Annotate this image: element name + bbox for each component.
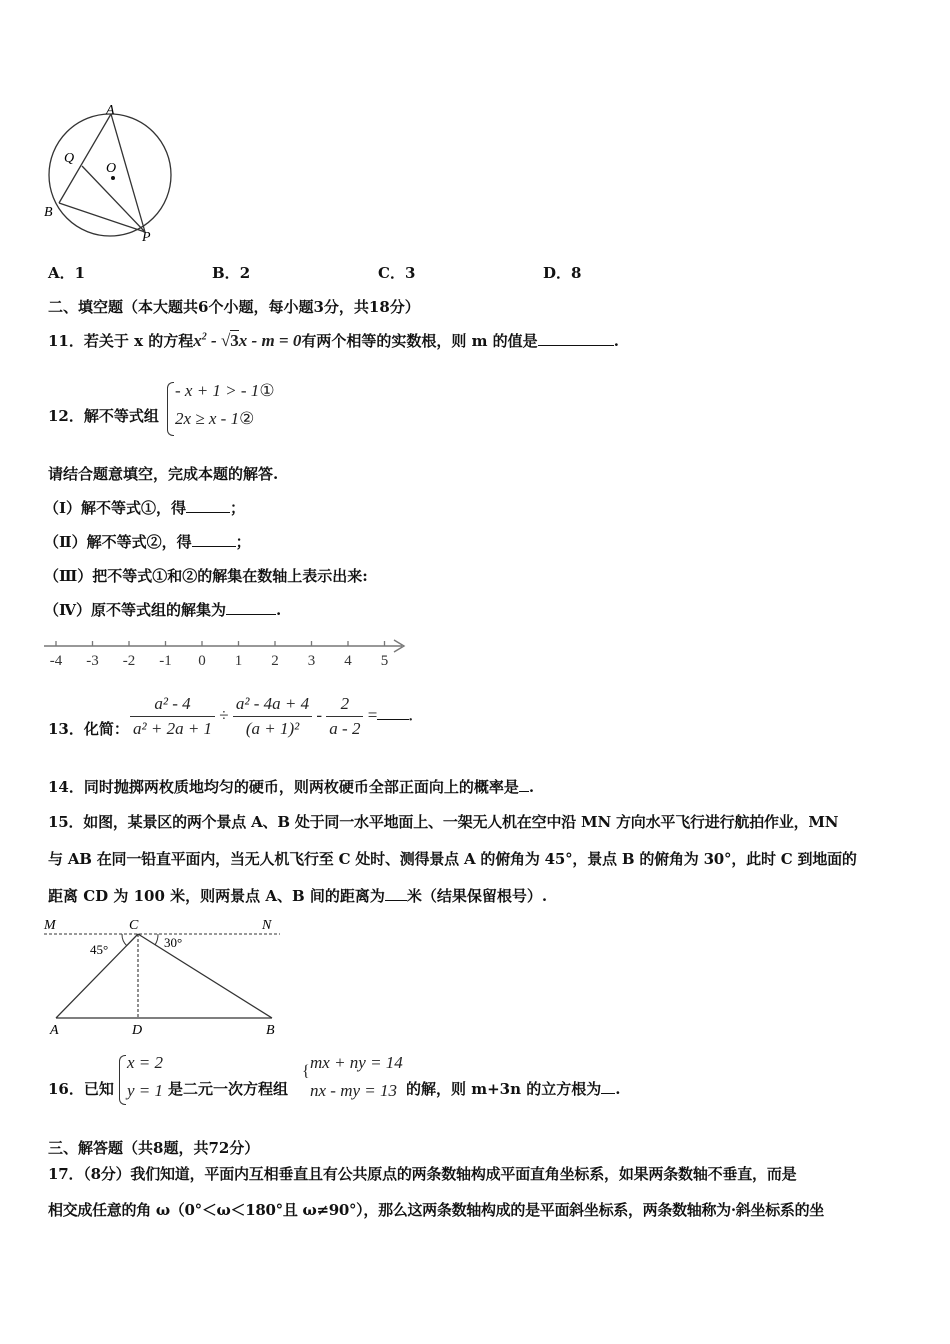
- equals-sign: =: [367, 705, 378, 725]
- divide-sign: ÷: [219, 705, 229, 725]
- fraction-3-numerator: 2: [340, 694, 350, 713]
- step4-text: （Ⅳ）原不等式组的解集为: [44, 601, 227, 619]
- drone-figure: [42, 914, 288, 1038]
- q15-line3-a: 距离 CD 为 100 米，则两景点 A、B 间的距离为: [48, 887, 385, 905]
- label-b: B: [266, 1023, 275, 1038]
- fraction-2-numerator: a² - 4a + 4: [235, 694, 310, 713]
- q14: [48, 776, 534, 797]
- step2-text: （Ⅱ）解不等式②，得: [44, 533, 192, 551]
- option-value: 2: [239, 264, 251, 282]
- q12-prefix: 12．解不等式组: [48, 407, 159, 425]
- step4-period: .: [276, 601, 282, 619]
- q16-suffix: [406, 1078, 620, 1099]
- ineq2-text: 2x ≥ x - 1: [175, 409, 240, 428]
- label-c: C: [129, 918, 139, 933]
- q14-answer-blank[interactable]: [519, 777, 529, 792]
- option-letter: D．: [543, 264, 572, 282]
- q12-instruction: 请结合题意填空，完成本题的解答.: [48, 465, 279, 483]
- label-a: A: [50, 1023, 59, 1038]
- ineq1-mark: ①: [259, 381, 275, 400]
- q11-answer-blank[interactable]: [538, 331, 614, 346]
- q12-ineq1: [175, 381, 275, 401]
- tick-label: -3: [86, 653, 99, 669]
- option-letter: B．: [212, 264, 240, 282]
- q12-step1: [44, 497, 245, 518]
- tick-label: 5: [380, 653, 389, 669]
- fraction-3-denominator: a - 2: [326, 716, 363, 741]
- label-p: P: [142, 230, 151, 245]
- q13-answer-blank[interactable]: [377, 707, 409, 720]
- q13-prefix: 13．化简：: [48, 720, 129, 738]
- q16-end: .: [615, 1080, 621, 1098]
- option-c: [378, 262, 415, 283]
- q16-sol1: x = 2: [127, 1053, 164, 1072]
- option-letter: A．: [48, 264, 75, 282]
- q17-line2: 相交成任意的角 ω（0°＜ω＜180°且 ω≠90°），那么这两条数轴构成的是平面斜坐标系，两条数轴称为·斜坐标系的坐: [48, 1201, 825, 1219]
- chord-bp: [59, 203, 145, 232]
- angle-arc-45: [122, 934, 127, 946]
- q16-sol2: y = 1: [127, 1081, 164, 1100]
- q16-eq2: nx - my = 13: [310, 1081, 398, 1100]
- q12-ineq2: [175, 409, 254, 429]
- q12-brace: [167, 382, 174, 436]
- q16-answer-blank[interactable]: [601, 1079, 615, 1094]
- q13-expression: [130, 692, 413, 741]
- fraction-1: [130, 692, 215, 741]
- q16-brace-2: {: [302, 1063, 310, 1080]
- label-b: B: [44, 205, 53, 220]
- option-value: 1: [74, 264, 86, 282]
- tick-label: 4: [344, 653, 352, 669]
- q12-step4: [44, 599, 281, 620]
- label-a: A: [106, 103, 115, 118]
- minus-sign: -: [316, 705, 323, 725]
- tick-label: 0: [198, 653, 206, 669]
- q15-line3-b: 米（结果保留根号）.: [406, 887, 548, 905]
- q17-line1: 17．（8分）我们知道，平面内互相垂直且有公共原点的两条数轴构成平面直角坐标系，如果两条数轴不垂直，而是: [48, 1165, 797, 1183]
- angle-arc-30: [155, 934, 158, 945]
- q14-text: 14．同时抛掷两枚质地均匀的硬币，则两枚硬币全部正面向上的概率是: [48, 778, 519, 796]
- step2-blank[interactable]: [192, 532, 236, 547]
- fraction-1-denominator: a² + 2a + 1: [130, 716, 215, 741]
- option-b: [212, 262, 250, 283]
- label-o: O: [106, 161, 117, 176]
- option-d: [543, 262, 581, 283]
- q11: [48, 330, 619, 351]
- q12-step3: （Ⅲ）把不等式①和②的解集在数轴上表示出来:: [44, 567, 368, 585]
- angle-30-label: 30°: [164, 935, 183, 950]
- tick-label: -1: [159, 653, 172, 669]
- ineq2-mark: ②: [239, 409, 255, 428]
- number-line: [40, 634, 412, 672]
- tick-label: -2: [122, 653, 136, 669]
- q15-answer-blank[interactable]: [385, 886, 407, 901]
- center-dot: [111, 176, 115, 180]
- q15-line1: 15．如图，某景区的两个景点 A、B 处于同一水平地面上、一架无人机在空中沿 MN 方向水平飞行进行航拍作业，MN: [48, 813, 839, 831]
- q16-eq1: mx + ny = 14: [310, 1053, 403, 1072]
- q11-equation: [193, 331, 301, 350]
- q16-suffix-text: 的解，则 m+3n 的立方根为: [406, 1080, 602, 1098]
- tick-label: 1: [234, 653, 243, 669]
- eq-root: 3: [230, 331, 239, 350]
- q12-step2: [44, 531, 251, 552]
- q15-line2: 与 AB 在同一铅直平面内，当无人机飞行至 C 处时、测得景点 A 的俯角为 45°，景点 B 的俯角为 30°，此时 C 到地面的: [48, 850, 857, 868]
- q11-end: .: [613, 332, 619, 350]
- sqrt-symbol: √: [220, 331, 231, 350]
- label-m: M: [44, 918, 56, 933]
- option-value: 3: [404, 264, 416, 282]
- q13-end: .: [409, 708, 414, 725]
- step2-semicolon: ；: [235, 533, 251, 551]
- tick-label: -4: [49, 653, 63, 669]
- fraction-3: [326, 692, 363, 741]
- q15-line3: [48, 885, 547, 906]
- circle-figure: [42, 100, 178, 248]
- label-d: D: [132, 1023, 143, 1038]
- option-a: [48, 262, 85, 283]
- fraction-2-denominator: (a + 1)²: [233, 716, 312, 741]
- ineq1-text: - x + 1 > - 1: [175, 381, 260, 400]
- label-n: N: [262, 918, 272, 933]
- section2-title: 二、填空题（本大题共6个小题，每小题3分，共18分）: [48, 298, 420, 316]
- label-q: Q: [64, 151, 75, 166]
- q11-suffix: 有两个相等的实数根，则 m 的值是: [301, 332, 538, 350]
- step1-blank[interactable]: [186, 498, 230, 513]
- angle-45-label: 45°: [90, 942, 109, 957]
- eq-tail: x - m = 0: [238, 331, 302, 350]
- option-value: 8: [571, 264, 582, 282]
- fraction-1-numerator: a² - 4: [154, 694, 191, 713]
- tick-label: 3: [307, 653, 316, 669]
- line-cb: [138, 934, 272, 1018]
- step4-blank[interactable]: [226, 600, 276, 615]
- section3-title: 三、解答题（共8题，共72分）: [48, 1139, 260, 1157]
- option-letter: C．: [378, 264, 405, 282]
- eq-mid: -: [206, 331, 221, 350]
- q14-end: .: [528, 778, 535, 796]
- eq-square: 2: [201, 331, 207, 343]
- step1-semicolon: ；: [230, 499, 246, 517]
- q16-mid: 是二元一次方程组: [168, 1080, 289, 1098]
- q11-prefix: 11．若关于 x 的方程: [48, 332, 194, 350]
- step1-text: （Ⅰ）解不等式①，得: [44, 499, 187, 517]
- q16-brace-1: [119, 1055, 126, 1105]
- q16-prefix: 16．已知: [48, 1080, 114, 1098]
- tick-label: 2: [271, 653, 279, 669]
- eq-x: x: [193, 331, 202, 350]
- fraction-2: [233, 692, 312, 741]
